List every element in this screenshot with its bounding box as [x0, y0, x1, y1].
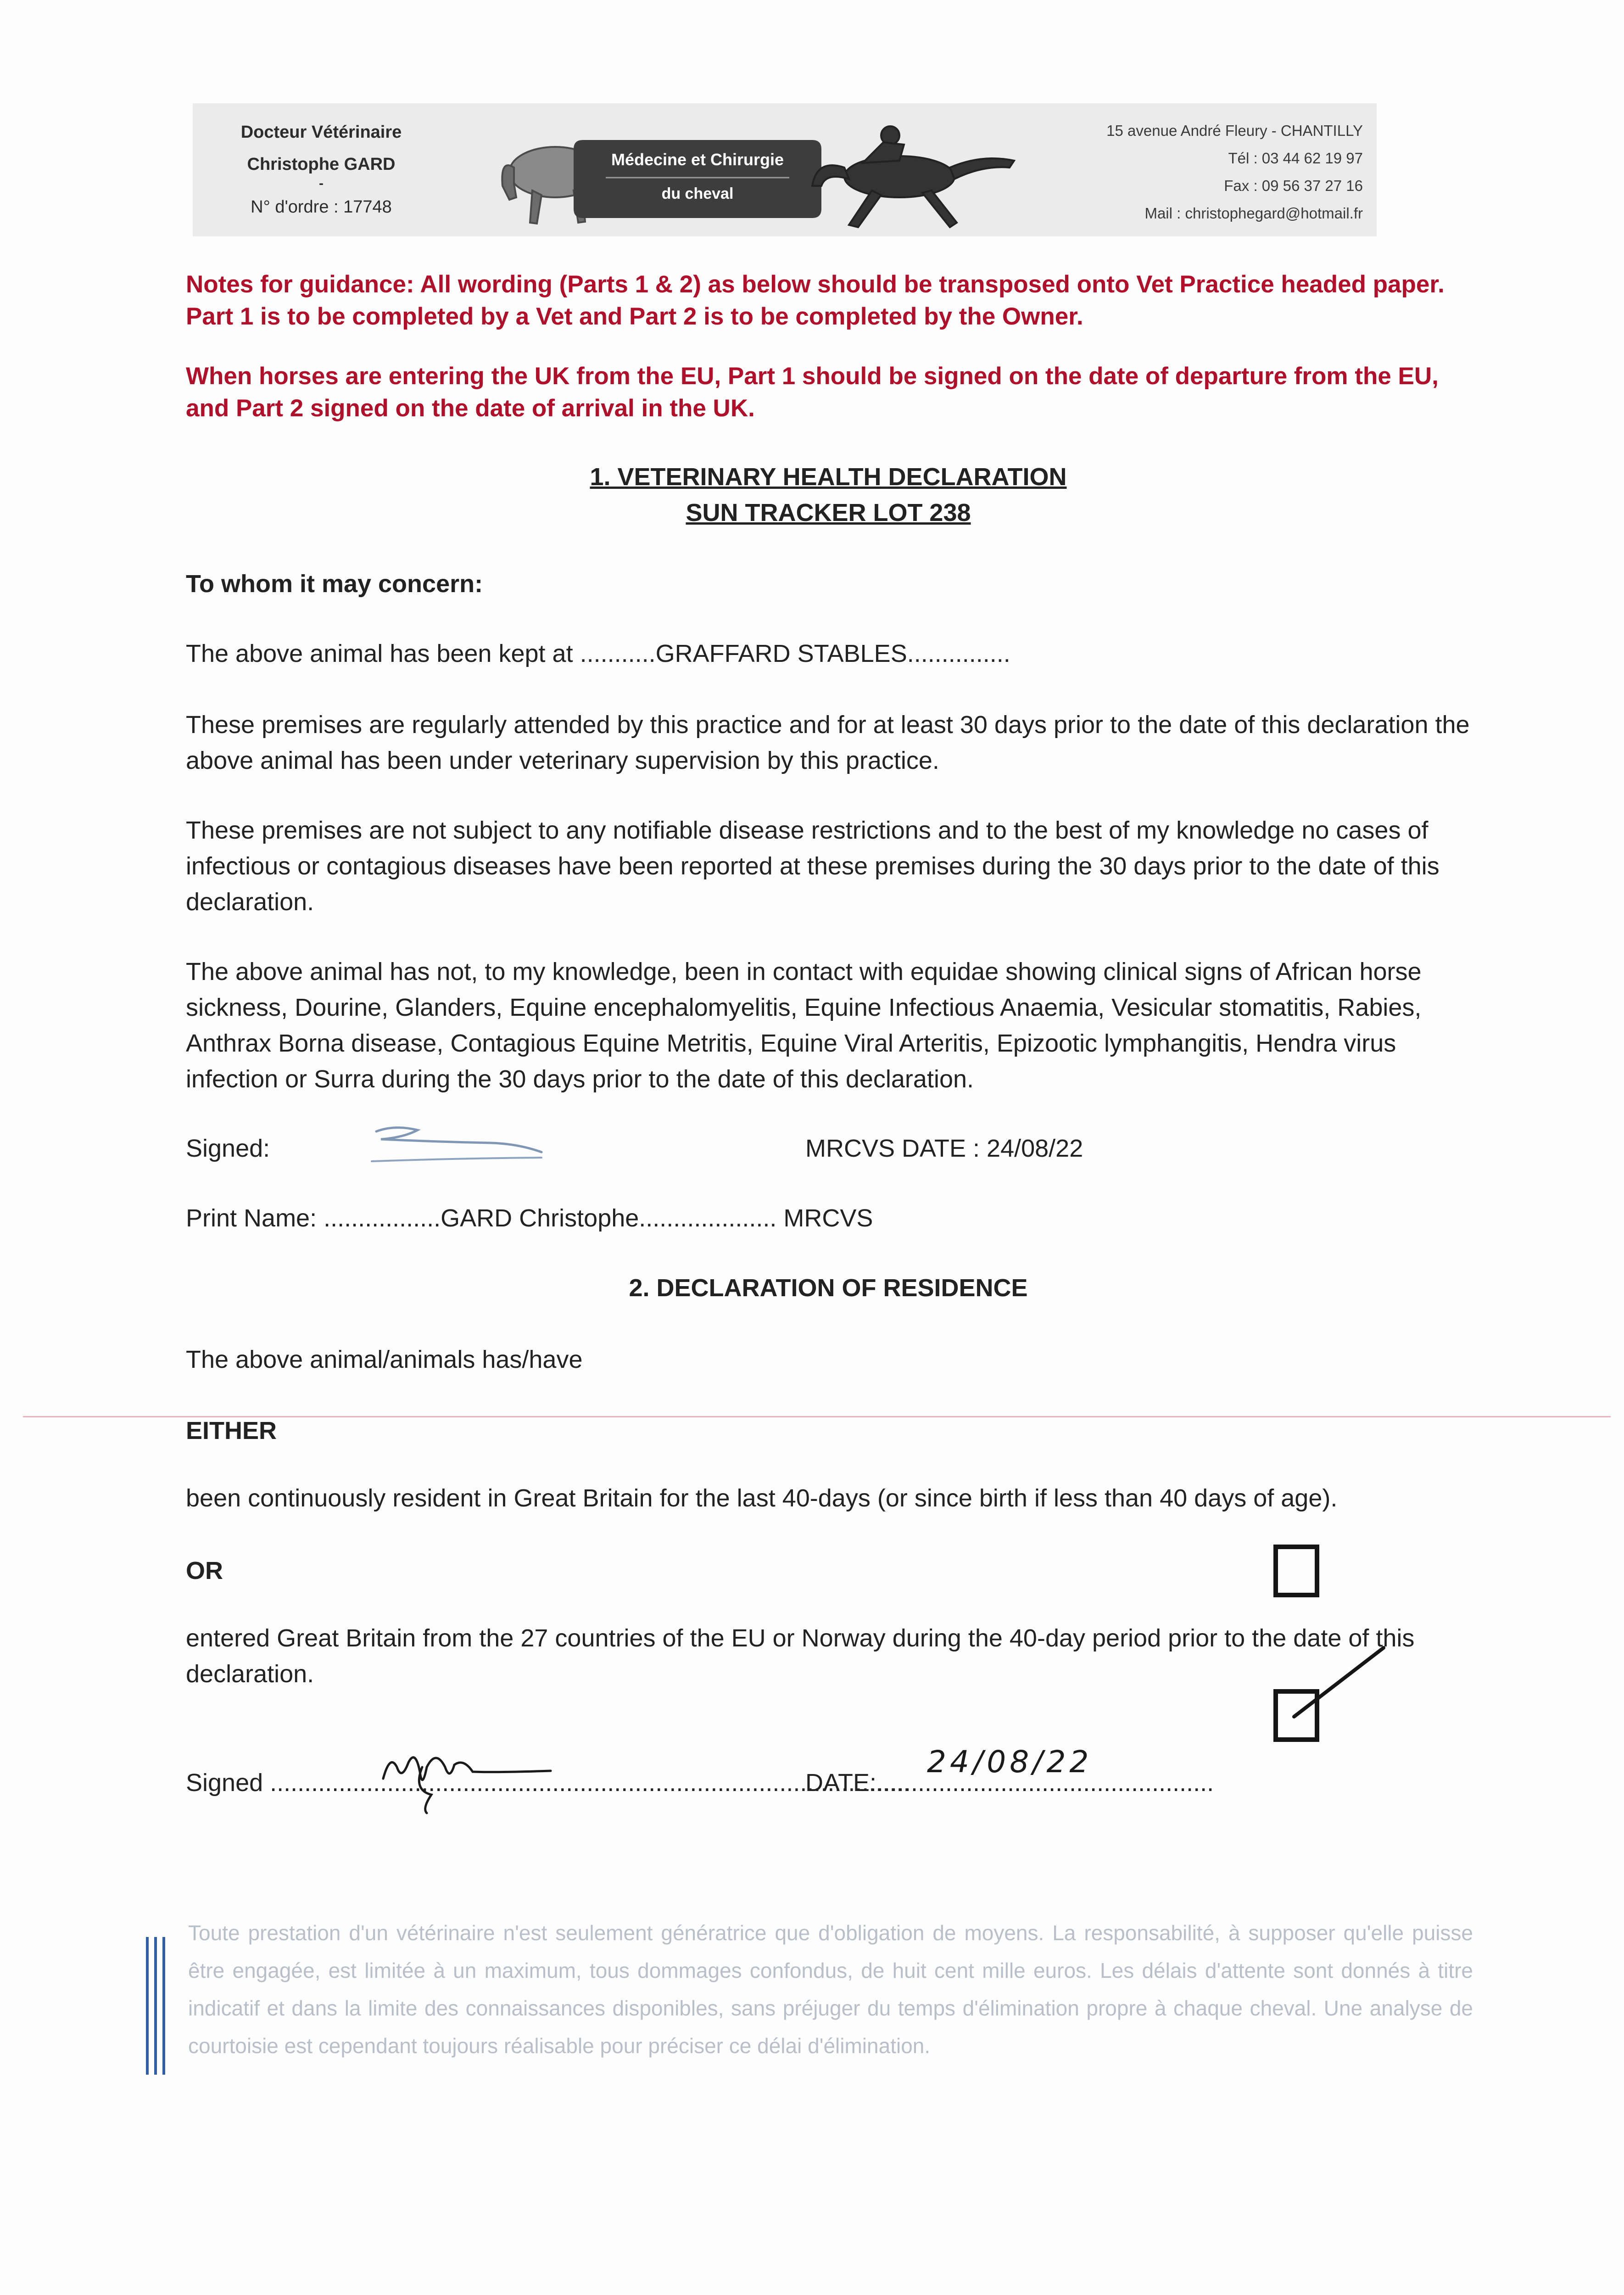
part2-heading: 2. DECLARATION OF RESIDENCE: [629, 1274, 1028, 1302]
order-number: N° d'ordre : 17748: [251, 197, 392, 217]
contact-block: [1032, 117, 1363, 227]
phone: Tél : 03 44 62 19 97: [1228, 150, 1363, 167]
kept-at: The above animal has been kept at ...........GRAFFARD STABLES...............: [186, 640, 1010, 667]
logo-line1: Médecine et Chirurgie: [611, 150, 784, 169]
residence-intro: The above animal/animals has/have: [186, 1346, 583, 1373]
address: 15 avenue André Fleury - CHANTILLY: [1106, 122, 1363, 139]
salutation: To whom it may concern:: [186, 570, 483, 598]
mail: Mail : christophegard@hotmail.fr: [1144, 205, 1363, 222]
owner-date-label: DATE:.................................................: [805, 1769, 1214, 1797]
para-restrictions: These premises are not subject to any notifiable disease restrictions and to the best of my knowledge no cases of infectious or contagious diseases have been reported at these premises during the 30 days prior to the date of this declaration.: [186, 817, 1440, 916]
option2-text: entered Great Britain from the 27 countries of the EU or Norway during the 40-day period prior to the date of this declaration.: [186, 1624, 1415, 1688]
fax: Fax : 09 56 37 27 16: [1224, 177, 1363, 194]
eu-entry-note: When horses are entering the UK from the EU, Part 1 should be signed on the date of departure from the EU, and Part 2 signed on the date of arrival in the UK.: [186, 363, 1439, 422]
vet-signature: [367, 1120, 560, 1170]
para-supervision: These premises are regularly attended by this practice and for at least 30 days prior to the date of this declaration the above animal has been under veterinary supervision by this practice.: [186, 711, 1470, 774]
separator: -: [319, 176, 324, 191]
checkmark-icon: [1285, 1641, 1390, 1724]
footer-bars-icon: [146, 1937, 173, 2075]
owner-signed-label: Signed .............................................................................................: [186, 1769, 910, 1797]
legal-disclaimer: Toute prestation d'un vétérinaire n'est seulement génératrice que d'obligation de moyens. La responsabilité, à supposer qu'elle puisse être engagée, est limitée à un maximum, tous dommages confondus, de huit cent mille euros. Les délais d'attente sont donnés à titre indicatif et dans la limite des connaissances disponibles, sans préjuger du temps d'élimination propre à chaque cheval. Une analyse de courtoisie est cependant toujours réalisable pour préciser ce délai d'élimination.: [188, 1921, 1473, 2058]
owner-date-handwritten: 24/08/22: [927, 1744, 1093, 1780]
vet-name: Christophe GARD: [247, 155, 396, 174]
vet-signed-label: Signed:: [186, 1135, 270, 1162]
clinic-logo: [496, 117, 1028, 232]
guidance-note: Notes for guidance: All wording (Parts 1 & 2) as below should be transposed onto Vet Practice headed paper. Part 1 is to be completed by a Vet and Part 2 is to be completed by the Owner.: [186, 271, 1445, 330]
owner-signature: [376, 1740, 569, 1818]
either-label: EITHER: [186, 1417, 277, 1444]
logo-line2: du cheval: [661, 185, 734, 202]
option1-text: been continuously resident in Great Britain for the last 40-days (or since birth if less than 40 days of age).: [186, 1484, 1338, 1512]
vet-title: Docteur Vétérinaire: [240, 123, 402, 142]
para-contact: The above animal has not, to my knowledge, been in contact with equidae showing clinical signs of African horse sickness, Dourine, Glanders, Equine encephalomyelitis, Equine Infectious Anaemia, Vesicular stomatitis, Rabies, Anthrax Borna disease, Contagious Equine Metritis, Equine Viral Arteritis, Epizootic lymphangitis, Hendra virus infection or Surra during the 30 days prior to the date of this declaration.: [186, 958, 1422, 1093]
option1-checkbox[interactable]: [1273, 1545, 1319, 1597]
racehorse-jockey-icon: [812, 126, 1014, 227]
mrcvs-date: MRCVS DATE : 24/08/22: [805, 1135, 1083, 1162]
letterhead: [193, 103, 1377, 236]
part1-heading: 1. VETERINARY HEALTH DECLARATION: [590, 463, 1067, 491]
lot-number: SUN TRACKER LOT 238: [686, 499, 971, 526]
or-label: OR: [186, 1557, 223, 1584]
print-name: Print Name: .................GARD Christophe.................... MRCVS: [186, 1204, 873, 1232]
